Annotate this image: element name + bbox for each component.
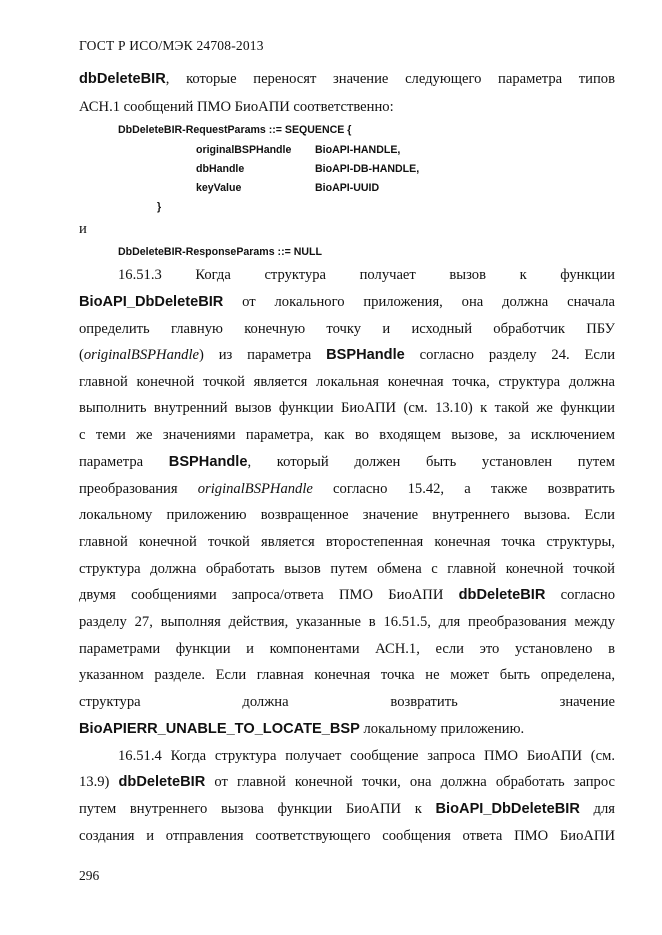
term-bioapi-dbdeletebir: BioAPI_DbDeleteBIR xyxy=(79,294,224,310)
field-type: BioAPI-HANDLE, xyxy=(315,144,401,156)
word: преобразования xyxy=(79,481,178,497)
and-word: и xyxy=(79,221,87,237)
text-run: от локального приложения, она должна сначала xyxy=(223,294,615,310)
text-run: ) из параметра xyxy=(199,347,327,363)
term-bsphandle: BSPHandle xyxy=(168,454,248,470)
word: возвратить xyxy=(547,481,615,497)
para-16-51-3-line-16: указанном разделе. Если главная конечная точка не может быть определена, xyxy=(79,667,615,683)
word: , xyxy=(247,454,252,470)
term-bsphandle: BSPHandle xyxy=(326,347,405,363)
para-16-51-3-line-13 xyxy=(79,585,615,605)
word: а xyxy=(464,481,471,497)
para-16-51-3-line-10: локальному приложению возвращенное значение внутреннего вызова. Если xyxy=(79,507,615,523)
word: получает xyxy=(359,267,416,283)
para-16-51-3-line-6: выполнить внутренний вызов функции БиоАПИ (см. 13.10) к такой же функции xyxy=(79,400,615,416)
text-run: согласно xyxy=(545,587,615,603)
field-type: BioAPI-DB-HANDLE, xyxy=(315,163,420,175)
para-16-51-4-line-1: 16.51.4 Когда структура получает сообщение запроса ПМО БиоАПИ (см. xyxy=(118,748,615,764)
word: должен xyxy=(354,454,401,470)
para-16-51-3-line-18 xyxy=(79,719,615,739)
field-name: keyValue xyxy=(196,182,242,194)
text-run: от главной конечной точки, она должна обработать запрос xyxy=(205,774,615,790)
para-16-51-4-line-4: создания и отправления соответствующего сообщения ответа ПМО БиоАПИ xyxy=(79,828,615,844)
term-dbdeletebir: dbDeleteBIR xyxy=(458,587,546,603)
text-run: согласно разделу 24. Если xyxy=(404,347,616,363)
field-name: originalBSPHandle xyxy=(196,144,292,156)
para-16-51-3-line-9 xyxy=(79,479,615,499)
text-run: путем внутреннего вызова функции БиоАПИ к xyxy=(79,801,436,817)
word: структура xyxy=(264,267,327,283)
word: Когда xyxy=(195,267,231,283)
italic-original-bsp-handle: originalBSPHandle xyxy=(83,347,199,363)
text-run: 13.9) xyxy=(79,774,119,790)
word: значение xyxy=(559,694,615,710)
text-run: ( xyxy=(79,347,84,363)
word: путем xyxy=(577,454,615,470)
word: вызов xyxy=(449,267,486,283)
para-16-51-3-line-1 xyxy=(118,265,615,285)
section-number: 16.51.3 xyxy=(118,267,162,283)
intro-line-2: АСН.1 сообщений ПМО БиоАПИ соответственно: xyxy=(79,99,394,115)
para-16-51-3-line-3: определить главную конечную точку и исходный обработчик ПБУ xyxy=(79,321,615,337)
response-params-heading: DbDeleteBIR-ResponseParams ::= NULL xyxy=(118,246,322,258)
term-error-code: BioAPIERR_UNABLE_TO_LOCATE_BSP xyxy=(79,721,360,737)
para-16-51-3-line-11: главной конечной точкой является второстепенная конечная точка структуры, xyxy=(79,534,615,550)
para-16-51-3-line-7: с теми же значениями параметра, как во входящем вызове, за исключением xyxy=(79,427,615,443)
request-params-heading: DbDeleteBIR-RequestParams ::= SEQUENCE { xyxy=(118,124,352,136)
para-16-51-4-line-3 xyxy=(79,799,615,819)
para-16-51-3-line-8 xyxy=(79,452,615,472)
term-bioapi-dbdeletebir: BioAPI_DbDeleteBIR xyxy=(435,801,580,817)
page-number: 296 xyxy=(79,868,100,883)
para-16-51-3-line-15: параметрами функции и компонентами АСН.1, если это установлено в xyxy=(79,641,615,657)
field-type: BioAPI-UUID xyxy=(315,182,380,194)
word: к xyxy=(519,267,527,283)
term-dbdeletebir: dbDeleteBIR xyxy=(79,71,166,87)
request-params-close: } xyxy=(157,201,162,213)
term-group xyxy=(169,452,251,472)
word: должна xyxy=(242,694,289,710)
text-run: для xyxy=(579,801,615,817)
para-16-51-3-line-12: структура должна обработать вызов путем обмена с главной конечной точкой xyxy=(79,561,615,577)
word: возвратить xyxy=(390,694,458,710)
para-16-51-3-line-5: главной конечной точкой является локальная конечная точка, структура должна xyxy=(79,374,615,390)
italic-original-bsp-handle: originalBSPHandle xyxy=(197,481,313,497)
para-16-51-3-line-17 xyxy=(79,692,615,712)
word: быть xyxy=(425,454,457,470)
para-16-51-3-line-14: разделу 27, выполняя действия, указанные в 16.51.5, для преобразования между xyxy=(79,614,615,630)
word: установлен xyxy=(481,454,553,470)
word: структура xyxy=(79,694,141,710)
word: согласно xyxy=(333,481,388,497)
text-run: двумя сообщениями запроса/ответа ПМО БиоАПИ xyxy=(79,587,459,603)
word: функции xyxy=(560,267,615,283)
para-16-51-3-line-4 xyxy=(79,345,615,365)
intro-line-1 xyxy=(79,69,615,89)
field-name: dbHandle xyxy=(196,163,245,175)
word: 15.42, xyxy=(407,481,445,497)
text-run: локальному приложению. xyxy=(359,721,525,737)
word: параметра xyxy=(79,454,144,470)
intro-text: , которые переносят значение следующего параметра типов xyxy=(165,71,615,87)
document-header: ГОСТ Р ИСО/МЭК 24708-2013 xyxy=(79,38,264,53)
word: который xyxy=(276,454,329,470)
term-dbdeletebir: dbDeleteBIR xyxy=(118,774,206,790)
para-16-51-4-line-2 xyxy=(79,772,615,792)
word: также xyxy=(490,481,528,497)
para-16-51-3-line-2 xyxy=(79,292,615,312)
